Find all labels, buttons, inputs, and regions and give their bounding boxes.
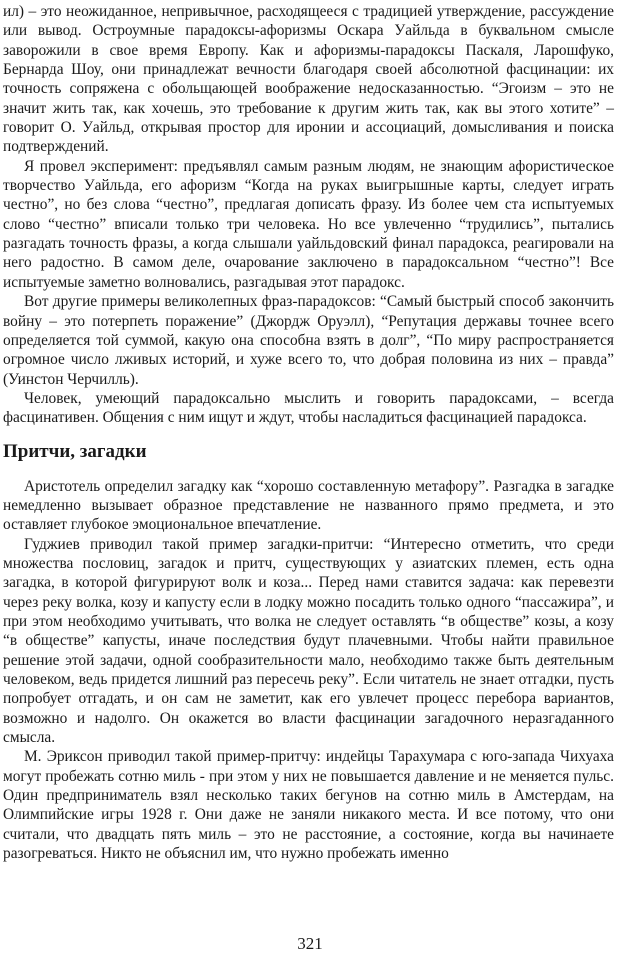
- paragraph-erickson-parable: М. Эриксон приводил такой пример-притчу: индейцы Тарахумара с юго-запада Чихуаха могут пробежать сотню миль - при этом у них не повышается давление и не меняется пульс. Один предприниматель взял несколько таких бегунов на сотню миль в Амстердам, на Олимпийские игры 1928 г. Они даже не заняли никакого места. И все потому, что они считали, что двадцать пять миль – это не расстояние, а состояние, когда вы начинаете разогреваться. Никто не объяснил им, что нужно пробежать именно: [3, 748, 614, 863]
- paragraph-paradox-fascination: Человек, умеющий парадоксально мыслить и говорить парадоксами, – всегда фасцинативен. Общения с ним ищут и ждут, чтобы насладиться фасцинацией парадокса.: [3, 389, 614, 427]
- paragraph-gurdjieff-riddle: Гуджиев приводил такой пример загадки-притчи: “Интересно отметить, что среди множества пословиц, загадок и притч, существующих у азиатских племен, есть одна загадка, в которой фигурируют волк и коза... Перед нами ставится задача: как перевезти через реку волка, козу и капусту если в лодку можно посадить только одного “пассажира”, и при этом необходимо учитывать, что волка не следует оставлять “в обществе” козы, а козу “в обществе” капусты, иначе последствия будут плачевными. Чтобы найти правильное решение этой задачи, одной сообразительности мало, необходимо также быть деятельным человеком, ведь придется лишний раз пересечь реку”. Если читатель не знает отгадки, пусть попробует отгадать, и он сам не заметит, как его увлечет процесс перебора вариантов, возможно и надолго. Он окажется во власти фасцинации загадочного неразгаданного смысла.: [3, 535, 614, 747]
- paragraph-paradox-definition: ил) – это неожиданное, непривычное, расходящееся с традицией утверждение, рассуждение или вывод. Остроумные парадоксы-афоризмы Оскара Уайльда в буквальном смысле заворожили в свое время Европу. Как и афоризмы-парадоксы Паскаля, Ларошфуко, Бернарда Шоу, они принадлежат вечности благодаря своей абсолютной фасцинации: их точность сопряжена с обольщающей воображение недосказанностью. “Эгоизм – это не значит жить так, как хочешь, это требование к другим жить так, как вы этого хотите” – говорит О. Уайльд, открывая простор для иронии и ассоциаций, домысливания и поиска подтверждений.: [3, 3, 614, 156]
- paragraph-wilde-experiment: Я провел эксперимент: предъявлял самым разным людям, не знающим афористическое творчество Уайльда, его афоризм “Когда на руках выигрышные карты, следует играть честно”, но без слова “честно”, предлагая дописать фразу. Из более чем ста испытуемых слово “честно” вписали только три человека. Но все увлеченно “трудились”, пытались разгадать точность фразы, а когда слышали уайльдовский финал парадокса, реагировали на него радостно. В самом деле, очарование заключено в парадоксальном “честно”! Все испытуемые заметно волновались, разгадывая этот парадокс.: [3, 157, 614, 291]
- paragraph-aristotle-riddle: Аристотель определил загадку как “хорошо составленную метафору”. Разгадка в загадке немедленно вызывает образное представление не названного прямо предмета, и это оставляет глубокое эмоциональное впечатление.: [3, 477, 614, 534]
- paragraph-paradox-examples: Вот другие примеры великолепных фраз-парадоксов: “Самый быстрый способ закончить войну – это потерпеть поражение” (Джордж Оруэлл), “Репутация державы точнее всего определяется той суммой, какую она способна взять в долг”, “По миру распространяется огромное число лживых историй, и хуже всего то, что добрая половина из них – правда” (Уинстон Черчилль).: [3, 293, 614, 388]
- section-heading: Притчи, загадки: [3, 440, 147, 462]
- page-number: 321: [297, 934, 323, 953]
